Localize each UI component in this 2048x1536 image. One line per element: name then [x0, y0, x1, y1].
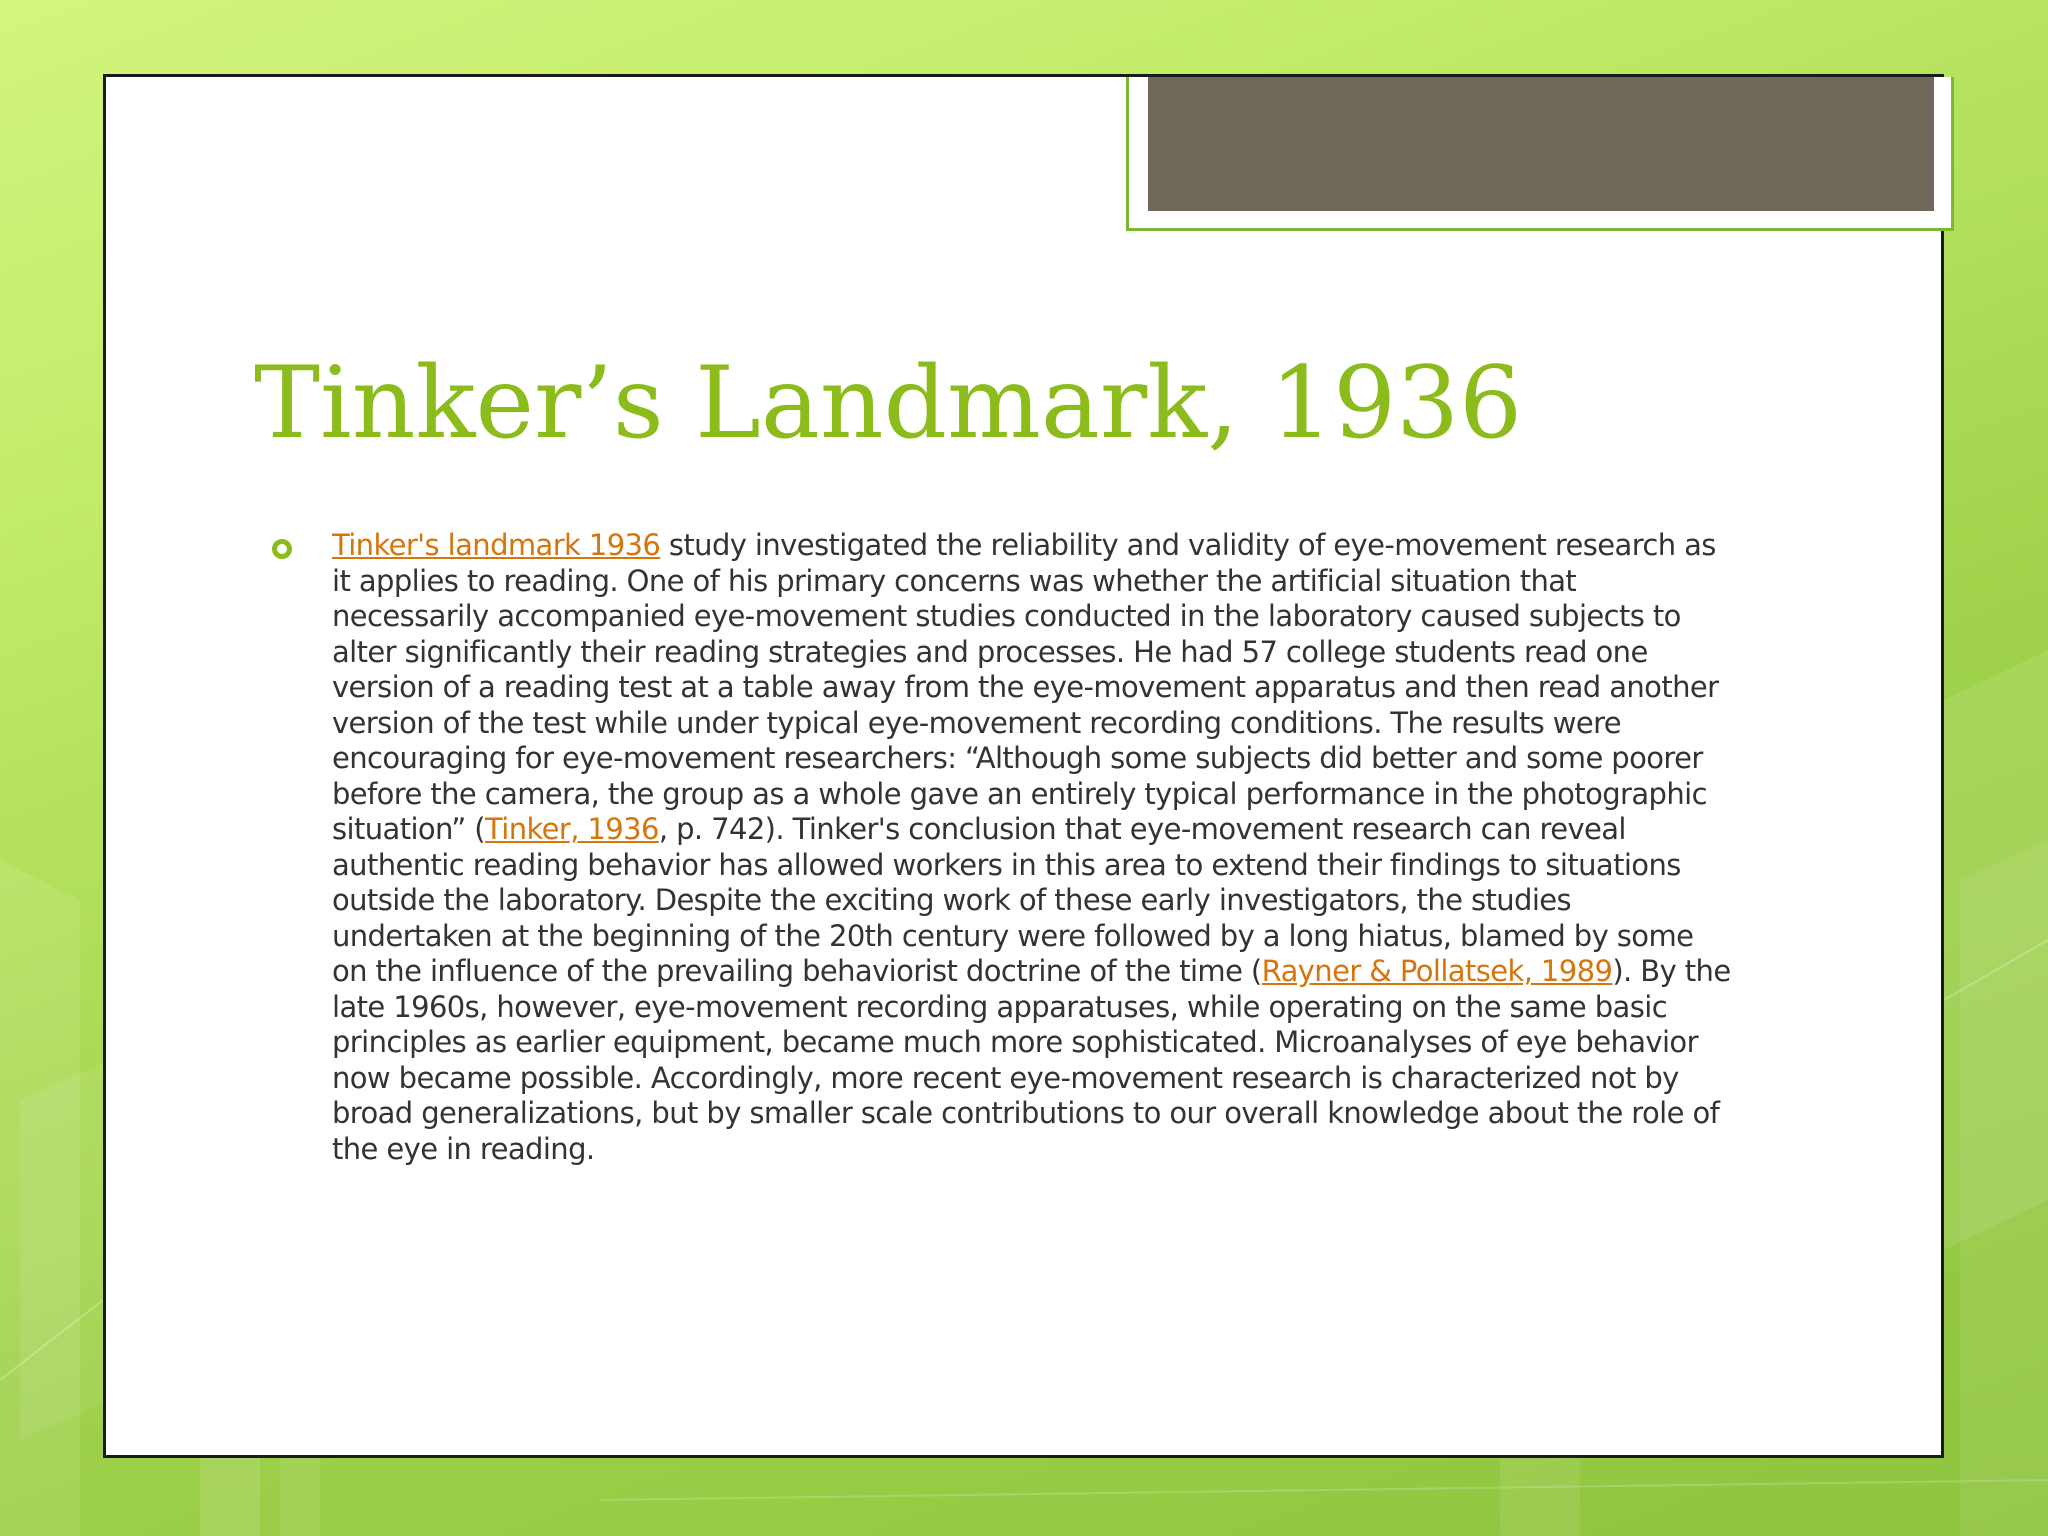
- link-tinker-1936[interactable]: Tinker, 1936: [485, 812, 659, 846]
- slide-title: Tinker’s Landmark, 1936: [254, 346, 1523, 461]
- paragraph-text-3: ). By the late 1960s, however, eye-movement recording apparatuses, while operating on the same basic principles as earlier equipment, became much more sophisticated. Microanalyses of eye behavior now became possible. Accordingly, more recent eye-movement research is characterized not by broad generalizations, but by smaller scale contributions to our overall knowledge about the role of the eye in reading.: [332, 954, 1731, 1166]
- image-placeholder-frame: [1126, 77, 1954, 231]
- paragraph-text-1: study investigated the reliability and validity of eye-movement research as it applies to reading. One of his primary concerns was whether the artificial situation that necessarily accompanied eye-movement studies conducted in the laboratory caused subjects to alter significantly their reading strategies and processes. He had 57 college students read one version of a reading test at a table away from the eye-movement apparatus and then read another version of the test while under typical eye-movement recording conditions. The results were encouraging for eye-movement researchers: “Although some subjects did better and some poorer before the camera, the group as a whole gave an entirely typical performance in the photographic situation” (: [332, 528, 1719, 846]
- paragraph-text-2: , p. 742). Tinker's conclusion that eye-movement research can reveal authentic reading behavior has allowed workers in this area to extend their findings to situations outside the laboratory. Despite the exciting work of these early investigators, the studies undertaken at the beginning of the 20th century were followed by a long hiatus, blamed by some on the influence of the prevailing behaviorist doctrine of the time (: [332, 812, 1694, 988]
- circle-bullet-icon: [272, 539, 292, 559]
- body-paragraph: [332, 528, 1732, 1167]
- image-placeholder: [1148, 77, 1934, 211]
- link-rayner-pollatsek-1989[interactable]: Rayner & Pollatsek, 1989: [1261, 954, 1613, 988]
- link-tinker-landmark-1936[interactable]: Tinker's landmark 1936: [332, 528, 661, 562]
